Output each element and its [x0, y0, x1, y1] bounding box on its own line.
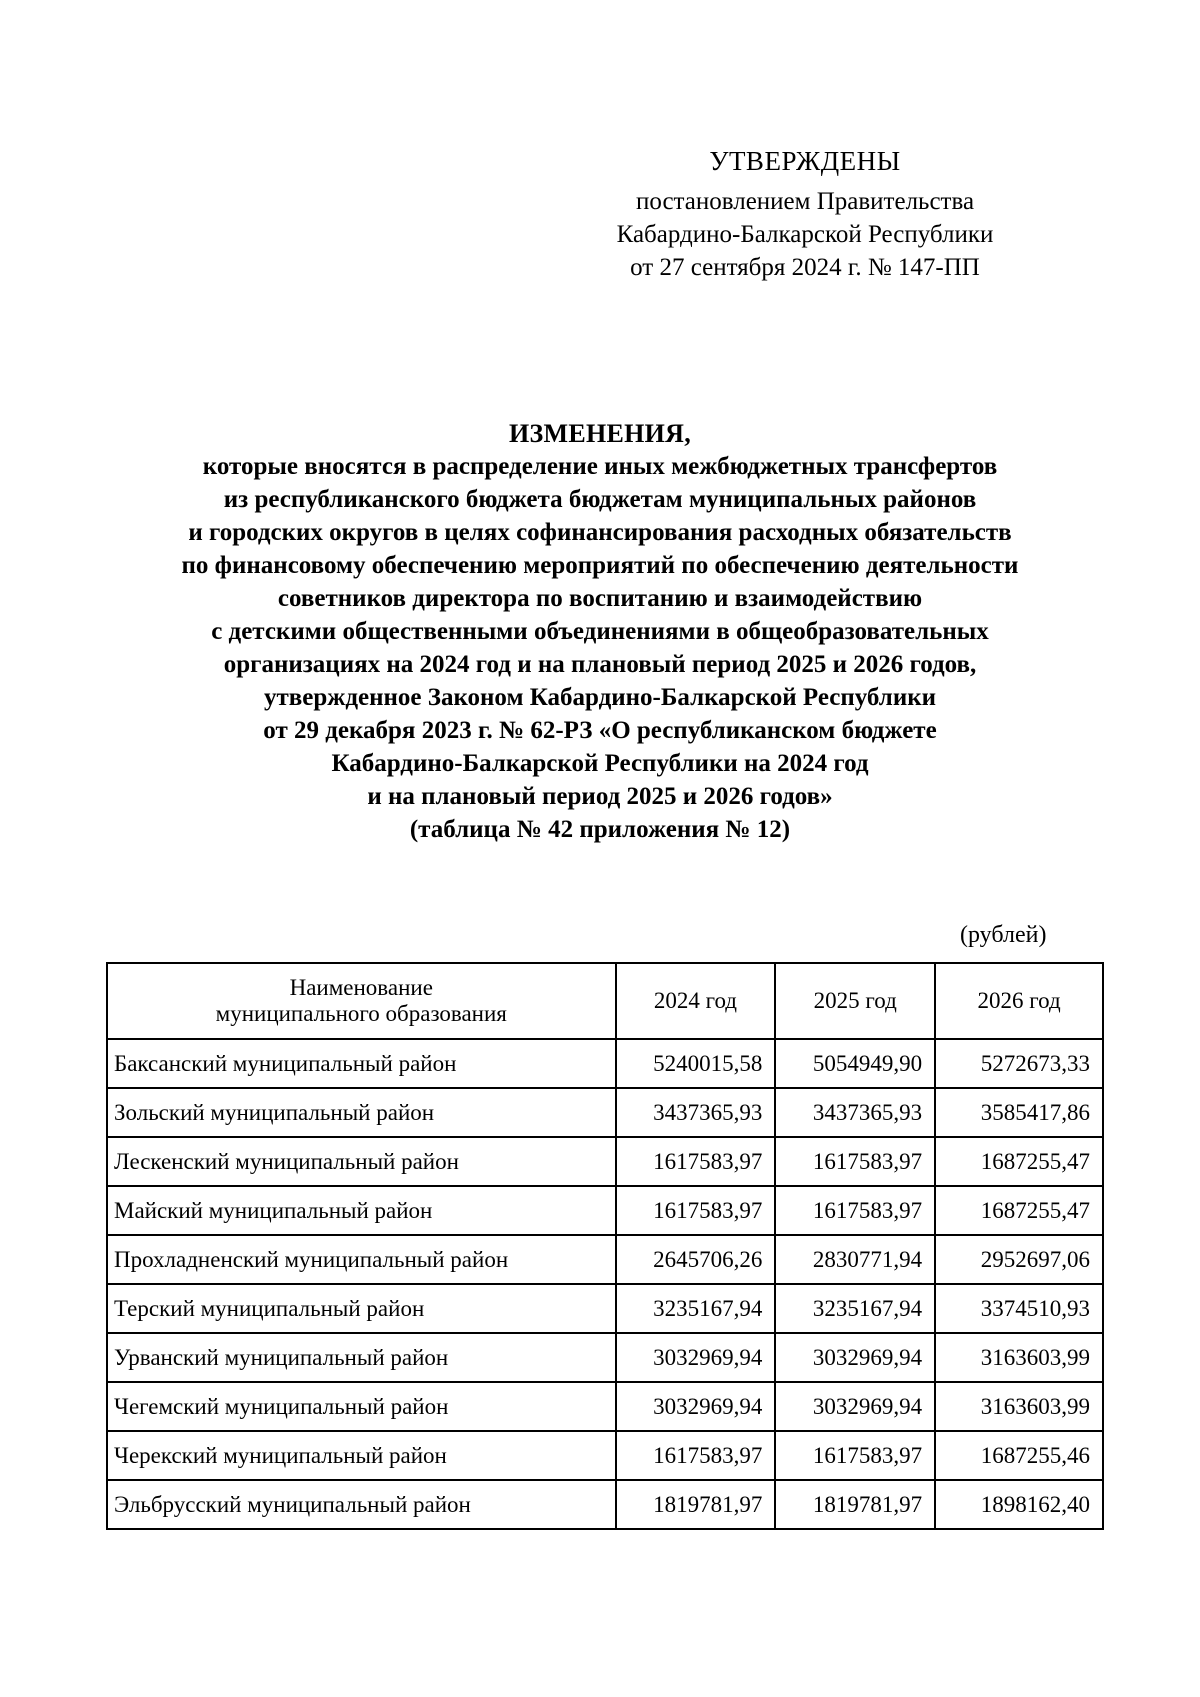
value-2024: 1617583,97	[616, 1137, 776, 1186]
table-row	[107, 1382, 1103, 1431]
value-2025: 3032969,94	[775, 1333, 935, 1382]
column-header-municipality	[107, 963, 616, 1039]
value-2024: 3235167,94	[616, 1284, 776, 1333]
subtitle-line: организациях на 2024 год и на плановый период 2025 и 2026 годов,	[223, 651, 977, 678]
subtitle-line: которые вносятся в распределение иных межбюджетных трансфертов	[202, 453, 998, 480]
approval-stamp	[590, 145, 1020, 284]
column-header-line: муниципального образования	[215, 1001, 507, 1026]
subtitle-line: и городских округов в целях софинансирования расходных обязательств	[188, 519, 1012, 546]
value-2025: 1617583,97	[775, 1431, 935, 1480]
value-2025: 1819781,97	[775, 1480, 935, 1529]
subtitle-line: из республиканского бюджета бюджетам муниципальных районов	[223, 486, 977, 513]
value-2026: 3585417,86	[935, 1088, 1103, 1137]
value-2025: 5054949,90	[775, 1039, 935, 1088]
approval-line: постановлением Правительства	[635, 188, 975, 215]
municipality-name: Зольский муниципальный район	[107, 1088, 616, 1137]
table-row	[107, 1431, 1103, 1480]
table-header-row	[107, 963, 1103, 1039]
subtitle-line: утвержденное Законом Кабардино-Балкарской Республики	[263, 684, 937, 711]
value-2026: 3163603,99	[935, 1333, 1103, 1382]
document-title: ИЗМЕНЕНИЯ,	[508, 419, 692, 448]
column-header-2024: 2024 год	[616, 963, 776, 1039]
value-2024: 3437365,93	[616, 1088, 776, 1137]
table-row	[107, 1137, 1103, 1186]
value-2026: 3374510,93	[935, 1284, 1103, 1333]
municipality-name: Эльбрусский муниципальный район	[107, 1480, 616, 1529]
table-row	[107, 1186, 1103, 1235]
value-2024: 1617583,97	[616, 1186, 776, 1235]
value-2025: 2830771,94	[775, 1235, 935, 1284]
municipality-name: Прохладненский муниципальный район	[107, 1235, 616, 1284]
municipality-name: Терский муниципальный район	[107, 1284, 616, 1333]
municipality-name: Урванский муниципальный район	[107, 1333, 616, 1382]
allocation-table	[106, 962, 1104, 1530]
subtitle-line: (таблица № 42 приложения № 12)	[409, 816, 791, 843]
subtitle-line: и на плановый период 2025 и 2026 годов»	[367, 783, 833, 810]
subtitle-line: советников директора по воспитанию и взаимодействию	[277, 585, 923, 612]
approval-details	[590, 185, 1020, 284]
value-2026: 2952697,06	[935, 1235, 1103, 1284]
approval-line: от 27 сентября 2024 г. № 147-ПП	[630, 254, 980, 281]
table-row	[107, 1480, 1103, 1529]
document-subtitle	[100, 450, 1100, 846]
subtitle-line: Кабардино-Балкарской Республики на 2024 год	[331, 750, 869, 777]
value-2026: 3163603,99	[935, 1382, 1103, 1431]
document-heading	[100, 418, 1100, 846]
municipality-name: Баксанский муниципальный район	[107, 1039, 616, 1088]
municipality-name: Лескенский муниципальный район	[107, 1137, 616, 1186]
table-row	[107, 1333, 1103, 1382]
value-2026: 1687255,46	[935, 1431, 1103, 1480]
municipality-name: Майский муниципальный район	[107, 1186, 616, 1235]
subtitle-line: с детскими общественными объединениями в общеобразовательных	[211, 618, 989, 645]
table-row	[107, 1284, 1103, 1333]
value-2025: 3437365,93	[775, 1088, 935, 1137]
value-2024: 2645706,26	[616, 1235, 776, 1284]
column-header-2025: 2025 год	[775, 963, 935, 1039]
value-2024: 5240015,58	[616, 1039, 776, 1088]
value-2025: 3032969,94	[775, 1382, 935, 1431]
value-2026: 1687255,47	[935, 1137, 1103, 1186]
table-row	[107, 1039, 1103, 1088]
subtitle-line: от 29 декабря 2023 г. № 62-РЗ «О республиканском бюджете	[263, 717, 937, 744]
value-2026: 5272673,33	[935, 1039, 1103, 1088]
table-row	[107, 1235, 1103, 1284]
value-2025: 3235167,94	[775, 1284, 935, 1333]
approval-line: Кабардино-Балкарской Республики	[616, 221, 994, 248]
value-2024: 3032969,94	[616, 1382, 776, 1431]
value-2026: 1687255,47	[935, 1186, 1103, 1235]
value-2026: 1898162,40	[935, 1480, 1103, 1529]
column-header-2026: 2026 год	[935, 963, 1103, 1039]
municipality-name: Чегемский муниципальный район	[107, 1382, 616, 1431]
column-header-line: Наименование	[289, 975, 433, 1000]
value-2024: 3032969,94	[616, 1333, 776, 1382]
unit-label: (рублей)	[960, 922, 1047, 948]
approval-heading: УТВЕРЖДЕНЫ	[709, 146, 901, 176]
value-2025: 1617583,97	[775, 1186, 935, 1235]
value-2025: 1617583,97	[775, 1137, 935, 1186]
subtitle-line: по финансовому обеспечению мероприятий по обеспечению деятельности	[181, 552, 1019, 579]
value-2024: 1617583,97	[616, 1431, 776, 1480]
value-2024: 1819781,97	[616, 1480, 776, 1529]
table-row	[107, 1088, 1103, 1137]
municipality-name: Черекский муниципальный район	[107, 1431, 616, 1480]
